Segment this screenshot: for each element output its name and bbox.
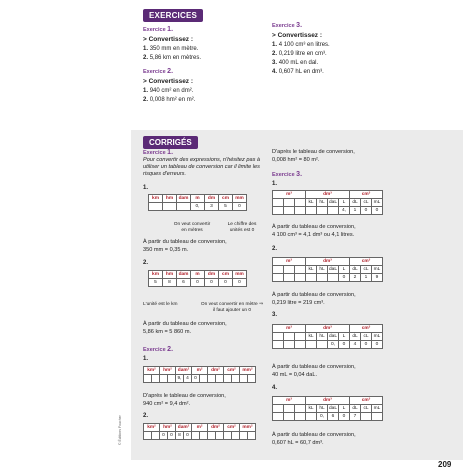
part-label: 4. — [272, 385, 278, 391]
exercice-3-prompt: > Convertissez : — [272, 32, 323, 39]
t1-right-note: Le chiffre des unités est 0 — [227, 222, 257, 233]
table-group-cell: m³ — [273, 191, 306, 199]
part-label: 1. — [143, 356, 149, 362]
table-unit-cell: cL — [361, 405, 372, 413]
copyright: © Éditions Foucher — [118, 415, 122, 445]
table-cell — [273, 274, 284, 282]
table-cell: 0, — [317, 413, 328, 421]
table-unit-cell: daL — [328, 406, 337, 411]
t3-after-1: D'après le tableau de conversion, — [143, 393, 226, 399]
table-cell — [200, 375, 208, 383]
exercice-2-title: Exercice 2. — [143, 68, 174, 75]
part-label: 2. — [143, 413, 149, 419]
table-cell — [160, 375, 168, 383]
t2-left-note: L'unité est le km — [143, 302, 178, 307]
table-cell: 3 — [205, 203, 219, 211]
table-cell: 0 — [361, 341, 372, 349]
page-number: 209 — [438, 460, 452, 469]
table-cell: 0 — [361, 207, 372, 215]
exercice-2-item: 2. 0,008 hm² en m². — [143, 97, 196, 103]
exercice-1-item: 1. 350 mm en mètre. — [143, 46, 199, 52]
table-cell — [232, 432, 240, 440]
t5-after-1: À partir du tableau de conversion, — [272, 224, 356, 230]
table-header-cell: dam² — [176, 424, 192, 432]
exercice-1-prompt: > Convertissez : — [143, 36, 194, 43]
table-unit-cell: dL — [350, 199, 361, 207]
table-cell: 6 — [328, 413, 339, 421]
table-header-cell: hm — [163, 195, 177, 203]
table-cell: 0 — [339, 413, 350, 421]
exercice-2 — [143, 68, 263, 105]
table-header-cell: cm — [219, 195, 233, 203]
exercice-1-item: 2. 5,86 km en mètres. — [143, 55, 202, 61]
exercice-3-item: 3. 400 mL en dal. — [272, 60, 319, 66]
t8-after-2: 0,607 hL = 60,7 dm³. — [272, 440, 324, 446]
exercice-2-item: 1. 940 cm² en dm². — [143, 88, 194, 94]
table-cell: 8 — [176, 432, 184, 440]
part-label: 2. — [272, 246, 278, 252]
table-cell — [317, 341, 328, 349]
table-cell — [144, 375, 152, 383]
table-header-cell: m² — [192, 367, 208, 375]
table-unit-cell: cL — [361, 266, 372, 274]
table-cell — [273, 413, 284, 421]
table-cell: 0 — [192, 375, 200, 383]
part-label: 1. — [272, 181, 278, 187]
table-unit-cell — [273, 199, 284, 207]
table-header-cell: km — [149, 195, 163, 203]
t3-after-2: 940 cm² = 9,4 dm². — [143, 401, 191, 407]
table-header-cell: dm — [205, 195, 219, 203]
table-cell — [328, 207, 339, 215]
corrige-1-title: Exercice 1. — [143, 149, 174, 156]
exercices-header: EXERCICES — [143, 9, 203, 22]
table-group-cell: dm³ — [306, 258, 350, 266]
table-header-cell: m — [191, 195, 205, 203]
table-cell: 0 — [191, 279, 205, 287]
table-unit-cell — [295, 266, 306, 274]
table-unit-cell: hL — [317, 199, 328, 207]
table-unit-cell — [284, 333, 295, 341]
table-unit-cell: cL — [361, 333, 372, 341]
exercice-1 — [143, 26, 263, 63]
table-cell: 8 — [163, 279, 177, 287]
table-cell: 7 — [350, 413, 361, 421]
table-cell: 0 — [205, 279, 219, 287]
table-area-2 — [143, 423, 256, 440]
part-label: 3. — [272, 312, 278, 318]
exercice-3-item: 1. 4 100 cm³ en litres. — [272, 42, 330, 48]
table-header-cell: km² — [144, 424, 160, 432]
table-unit-cell: kL — [306, 199, 317, 207]
table-header-cell: km — [149, 271, 163, 279]
table-cell — [284, 413, 295, 421]
table-unit-cell: L — [339, 199, 350, 207]
exercice-3-item: 4. 0,607 hL en dm³. — [272, 69, 324, 75]
table-cell — [284, 341, 295, 349]
table-unit-cell: mL — [372, 333, 383, 341]
t1-after-2: 350 mm = 0,35 m. — [143, 247, 189, 253]
table-cell: 0 — [339, 274, 350, 282]
table-unit-cell: hL — [317, 405, 328, 413]
table-unit-cell — [273, 333, 284, 341]
table-cell: 5 — [149, 279, 163, 287]
table-unit-cell: kL — [306, 333, 317, 341]
table-unit-cell: mL — [372, 405, 383, 413]
table-cell — [240, 375, 248, 383]
table-cell: 0 — [339, 341, 350, 349]
table-group-cell: cm³ — [350, 258, 383, 266]
table-header-cell: m — [191, 271, 205, 279]
table-unit-cell: dL — [350, 405, 361, 413]
table-cell — [144, 432, 152, 440]
table-cell: 0 — [372, 207, 383, 215]
table-unit-cell: cL — [361, 199, 372, 207]
table-unit-cell: L — [339, 266, 350, 274]
table-cell — [152, 375, 160, 383]
part-label: 2. — [143, 260, 149, 266]
table-cell: 4 — [350, 341, 361, 349]
table-unit-cell: mL — [372, 266, 383, 274]
t1-left-note: On veut convertir en mètres — [173, 222, 211, 233]
table-cell — [232, 375, 240, 383]
table-unit-cell — [295, 405, 306, 413]
exercice-3 — [272, 22, 392, 77]
table-unit-cell: kL — [306, 266, 317, 274]
table-volume-4 — [272, 396, 383, 421]
table-unit-cell: L — [339, 333, 350, 341]
r-top-1: D'après le tableau de conversion, — [272, 149, 355, 155]
table-group-cell: dm³ — [306, 397, 350, 405]
table-header-cell: mm — [233, 271, 247, 279]
table-header-cell: dm — [205, 271, 219, 279]
table-cell — [295, 207, 306, 215]
table-cell: 0 — [233, 279, 247, 287]
table-unit-cell — [295, 199, 306, 207]
part-label: 1. — [143, 185, 149, 191]
table-cell: 0 — [372, 341, 383, 349]
table-cell — [317, 274, 328, 282]
exercice-3-title: Exercice 3. — [272, 22, 303, 29]
table-cell — [168, 375, 176, 383]
table-group-cell: cm³ — [350, 325, 383, 333]
table-cell — [248, 432, 256, 440]
corriges-header: CORRIGÉS — [143, 136, 198, 149]
table-unit-cell: mL — [372, 199, 383, 207]
table-cell — [284, 207, 295, 215]
table-header-cell: mm² — [240, 424, 256, 432]
table-cell: 9 — [372, 274, 383, 282]
table-cell: 0 — [184, 432, 192, 440]
table-header-cell: dm² — [208, 367, 224, 375]
table-unit-cell: hL — [317, 333, 328, 341]
table-cell — [224, 375, 232, 383]
table-unit-cell: dL — [350, 333, 361, 341]
table-cell — [295, 341, 306, 349]
table-group-cell: m³ — [273, 258, 306, 266]
table-cell — [248, 375, 256, 383]
table-unit-cell — [295, 333, 306, 341]
table-unit-cell: hL — [317, 266, 328, 274]
t2-after-1: À partir du tableau de conversion, — [143, 321, 227, 327]
table-cell: 0 — [233, 203, 247, 211]
table-header-cell: dam² — [176, 367, 192, 375]
table-unit-cell — [284, 266, 295, 274]
table-header-cell: dam — [177, 271, 191, 279]
t8-after-1: À partir du tableau de conversion, — [272, 432, 356, 438]
table-header-cell: mm² — [240, 367, 256, 375]
table-unit-cell — [284, 405, 295, 413]
table-header-cell: cm² — [224, 424, 240, 432]
table-cell — [208, 375, 216, 383]
table-cell: 1 — [350, 207, 361, 215]
t2-after-2: 5,86 km = 5 860 m. — [143, 329, 192, 335]
t6-after-1: À partir du tableau de conversion, — [272, 292, 356, 298]
table-volume-1 — [272, 190, 383, 215]
corrige-3-title: Exercice 3. — [272, 171, 303, 178]
table-unit-cell: dL — [350, 266, 361, 274]
table-cell — [306, 413, 317, 421]
table-group-cell: dm³ — [306, 191, 350, 199]
table-unit-cell — [273, 266, 284, 274]
table-group-cell: m³ — [273, 397, 306, 405]
table-volume-3 — [272, 324, 383, 349]
table-group-cell: dm³ — [306, 325, 350, 333]
table-unit-cell: daL — [328, 267, 337, 272]
t6-after-2: 0,219 litre = 219 cm³. — [272, 300, 325, 306]
table-volume-2 — [272, 257, 383, 282]
r-top-2: 0,008 hm² = 80 m². — [272, 157, 320, 163]
table-cell — [152, 432, 160, 440]
table-cell — [208, 432, 216, 440]
table-cell — [284, 274, 295, 282]
table-unit-cell — [273, 405, 284, 413]
table-cell — [149, 203, 163, 211]
table-header-cell: cm — [219, 271, 233, 279]
table-cell: 9, — [177, 376, 182, 381]
table-cell: 4 — [184, 375, 192, 383]
t5-after-2: 4 100 cm³ = 4,1 dm³ ou 4,1 litres. — [272, 232, 355, 238]
table-cell — [216, 432, 224, 440]
table-header-cell: dam — [177, 195, 191, 203]
table-area-1 — [143, 366, 256, 383]
table-unit-cell: daL — [328, 200, 337, 205]
table-group-cell: m³ — [273, 325, 306, 333]
table-group-cell: cm³ — [350, 191, 383, 199]
table-cell: 6 — [177, 279, 191, 287]
exercice-3-item: 2. 0,219 litre en cm³. — [272, 51, 327, 57]
table-cell: 4, — [339, 207, 350, 215]
table-cell: 0 — [160, 432, 168, 440]
table-cell: 0, — [328, 341, 339, 349]
table-cell — [361, 413, 372, 421]
exercice-1-title: Exercice 1. — [143, 26, 174, 33]
table-cell — [163, 203, 177, 211]
conversion-note: Pour convertir des expressions, n'hésitez pas à utiliser un tableau de conversion car il limite les risques d'erreurs. — [143, 157, 261, 177]
t1-after-1: À partir du tableau de conversion, — [143, 239, 227, 245]
table-header-cell: cm² — [224, 367, 240, 375]
table-cell: 1 — [361, 274, 372, 282]
table-unit-cell — [284, 199, 295, 207]
table-cell — [328, 274, 339, 282]
table-length-1 — [148, 194, 247, 211]
table-header-cell: hm² — [160, 424, 176, 432]
table-group-cell: cm³ — [350, 397, 383, 405]
table-cell — [306, 274, 317, 282]
table-header-cell: hm — [163, 271, 177, 279]
table-cell: 0 — [168, 432, 176, 440]
t7-after-1: À partir du tableau de conversion, — [272, 364, 356, 370]
table-cell — [273, 341, 284, 349]
table-cell — [317, 207, 328, 215]
table-cell — [306, 341, 317, 349]
table-cell: 0, — [191, 203, 205, 211]
table-cell — [372, 413, 383, 421]
table-header-cell: dm² — [208, 424, 224, 432]
table-header-cell: m² — [192, 424, 208, 432]
table-cell — [306, 207, 317, 215]
table-length-2 — [148, 270, 247, 287]
table-cell: 2 — [350, 274, 361, 282]
table-cell: 0 — [219, 279, 233, 287]
t2-right-note: On veut convertir en mètre ⇒ il faut ajouter un 0 — [200, 302, 264, 313]
table-header-cell: km² — [144, 367, 160, 375]
table-cell — [177, 203, 191, 211]
table-header-cell: mm — [233, 195, 247, 203]
table-unit-cell: L — [339, 405, 350, 413]
table-unit-cell: kL — [306, 405, 317, 413]
table-unit-cell: daL — [328, 334, 337, 339]
table-cell — [295, 413, 306, 421]
table-cell — [273, 207, 284, 215]
table-cell — [192, 432, 200, 440]
table-cell: 5 — [219, 203, 233, 211]
table-cell — [295, 274, 306, 282]
table-cell — [200, 432, 208, 440]
table-cell — [224, 432, 232, 440]
table-cell — [240, 432, 248, 440]
exercice-2-prompt: > Convertissez : — [143, 78, 194, 85]
t7-after-2: 40 mL = 0,04 daL. — [272, 372, 318, 378]
corrige-2-title: Exercice 2. — [143, 346, 174, 353]
table-header-cell: hm² — [160, 367, 176, 375]
table-cell — [216, 375, 224, 383]
